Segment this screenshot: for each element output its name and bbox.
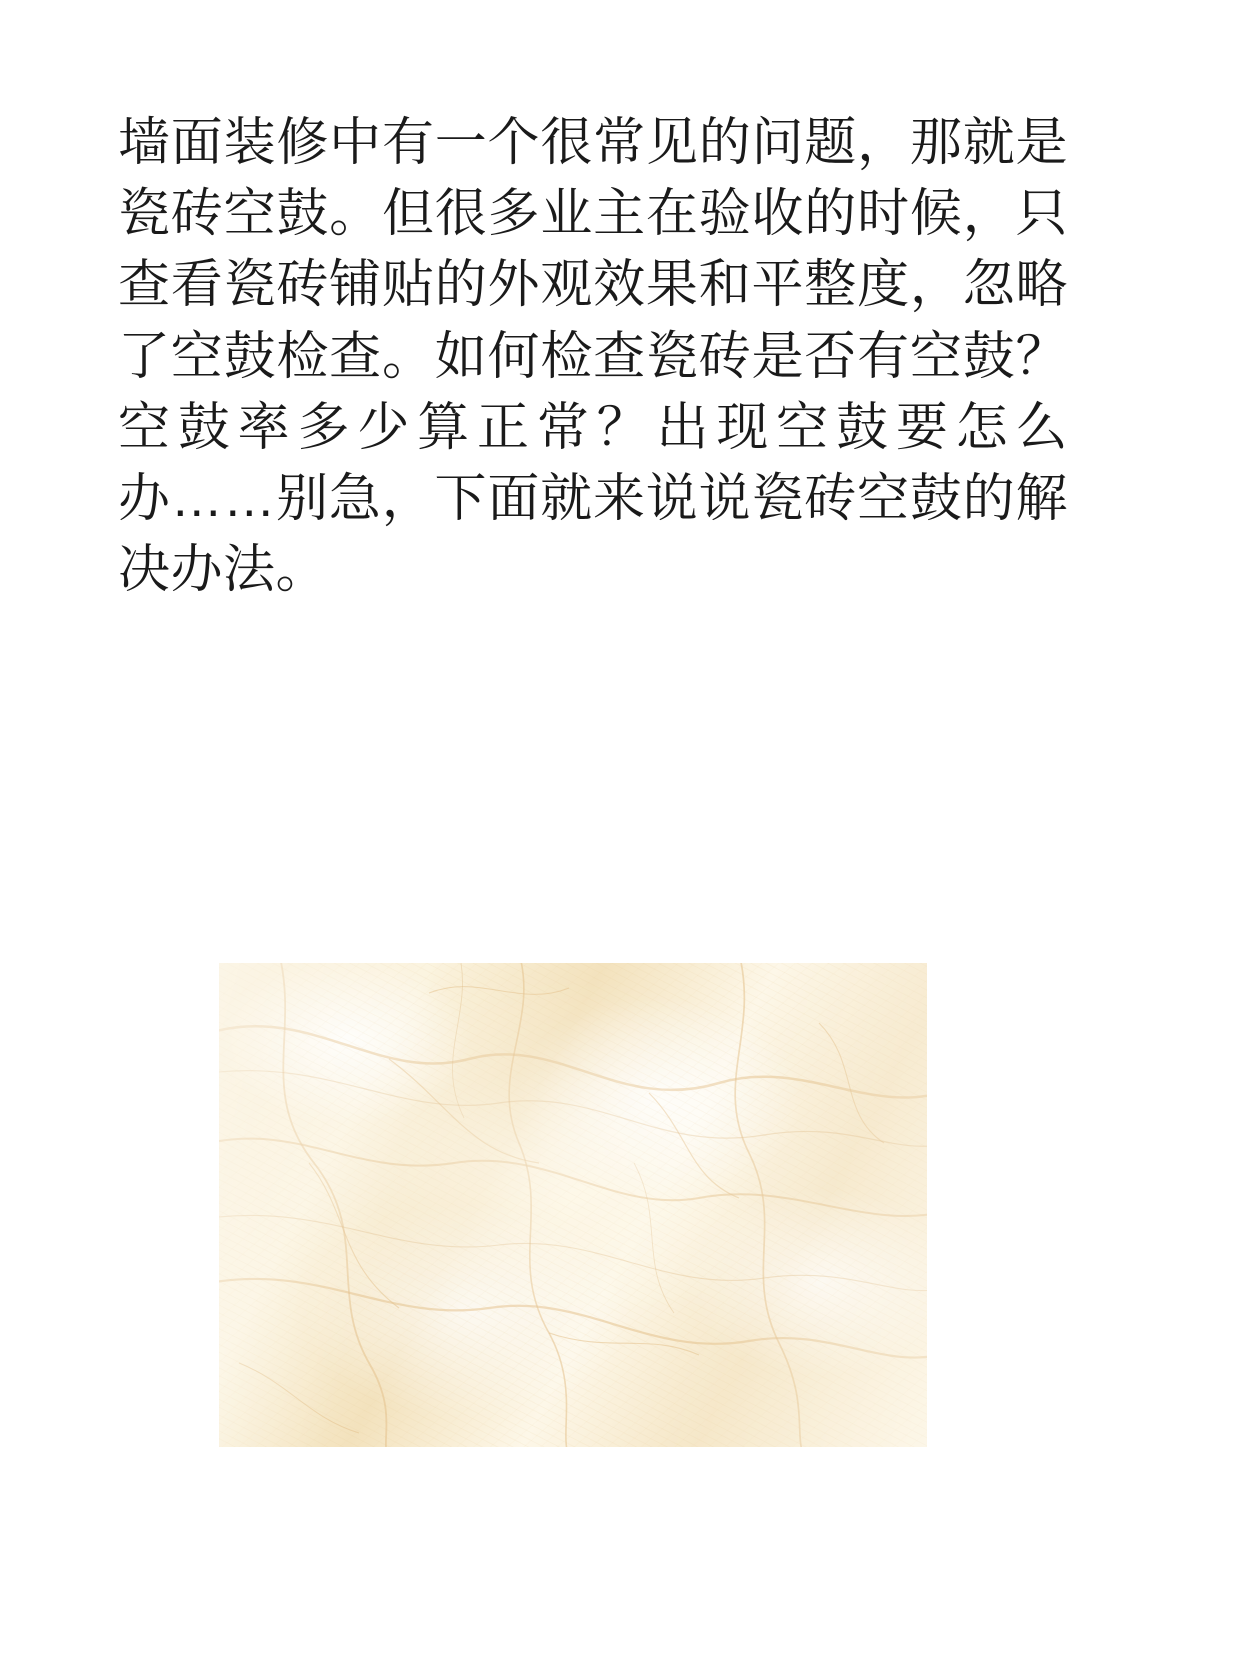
article-paragraph: 墙面装修中有一个很常见的问题，那就是瓷砖空鼓。但很多业主在验收的时候，只查看瓷砖铺贴的外观效果和平整度，忽略了空鼓检查。如何检查瓷砖是否有空鼓？空鼓率多少算正常？出现空鼓要怎么办……别急，下面就来说说瓷砖空鼓的解决办法。 bbox=[118, 114, 1068, 600]
marble-sheen-overlay bbox=[219, 963, 927, 1447]
marble-tile-photo bbox=[219, 963, 927, 1447]
article-body bbox=[118, 108, 1068, 607]
